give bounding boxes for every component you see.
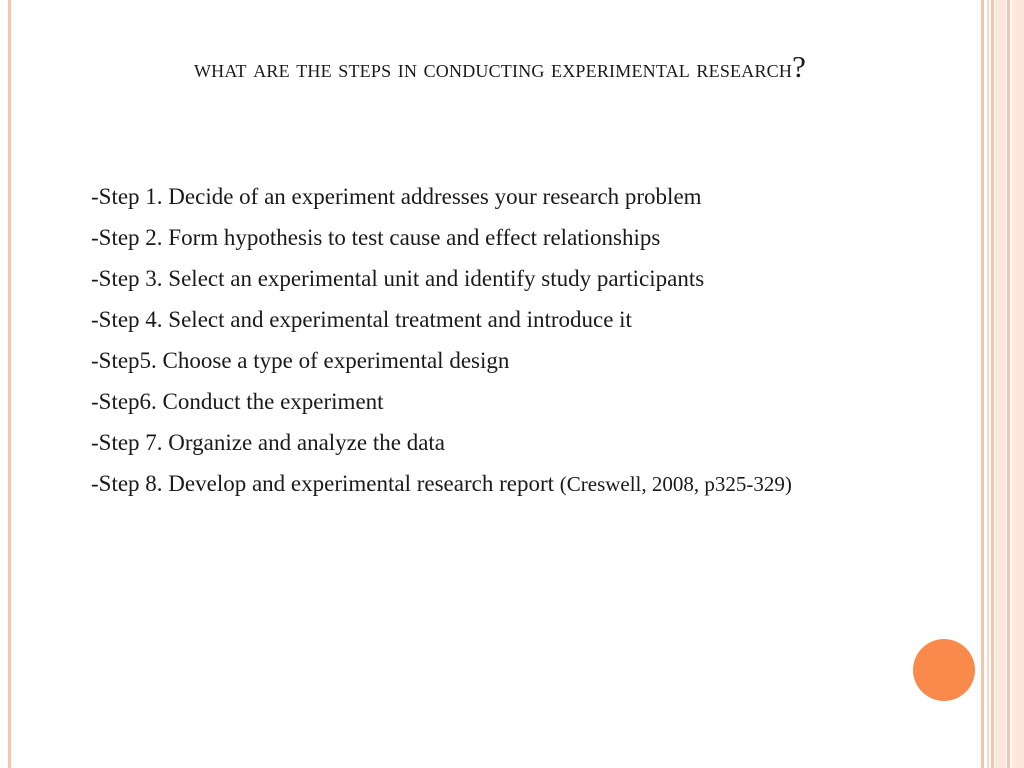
step-4: -Step 4. Select and experimental treatment and introduce it xyxy=(91,307,632,332)
step-5: -Step5. Choose a type of experimental design xyxy=(91,348,510,373)
step-3: -Step 3. Select an experimental unit and identify study participants xyxy=(91,266,705,291)
step-6: -Step6. Conduct the experiment xyxy=(91,389,384,414)
accent-circle xyxy=(913,639,975,701)
stripe-6 xyxy=(1012,0,1024,768)
slide-title-question-mark: ? xyxy=(792,49,807,84)
step-8-text: -Step 8. Develop and experimental research report xyxy=(91,471,560,496)
stripe-4 xyxy=(995,0,1006,768)
steps-list xyxy=(91,176,961,505)
stripe-2 xyxy=(987,0,989,768)
slide-title-text: what are the steps in conducting experimental research xyxy=(193,56,793,83)
step-7: -Step 7. Organize and analyze the data xyxy=(91,430,446,455)
citation: (Creswell, 2008, p325-329) xyxy=(559,472,792,496)
stripe-1 xyxy=(981,0,984,768)
slide-title xyxy=(90,48,910,89)
right-decorative-stripes xyxy=(981,0,1024,768)
stripe-5 xyxy=(1007,0,1010,768)
step-8 xyxy=(91,463,961,505)
stripe-3 xyxy=(991,0,994,768)
step-1: -Step 1. Decide of an experiment addresses your research problem xyxy=(91,184,702,209)
left-border-stripe xyxy=(8,0,11,768)
step-2: -Step 2. Form hypothesis to test cause and effect relationships xyxy=(91,225,661,250)
